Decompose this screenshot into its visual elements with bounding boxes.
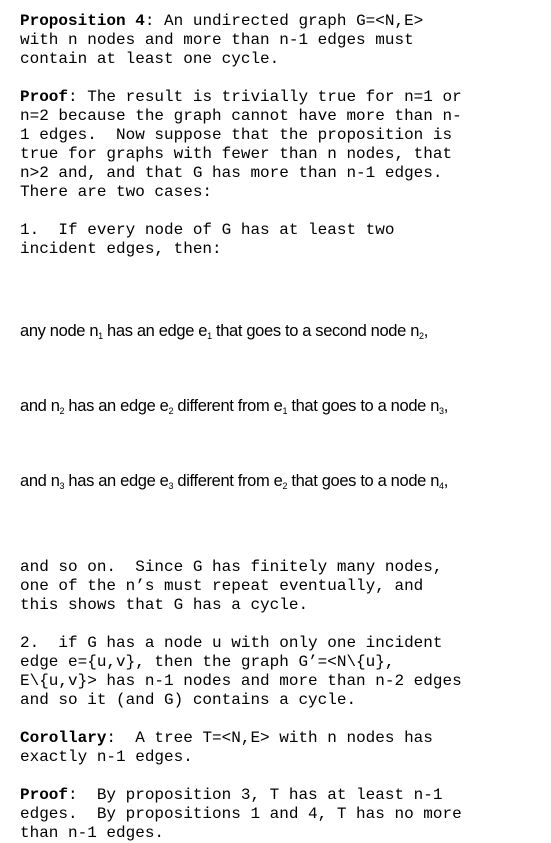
corollary-proof-line-1 — [20, 786, 535, 805]
text-line: one of the n’s must repeat eventually, and — [20, 577, 424, 595]
text: : A tree T=<N,E> with n nodes has — [106, 729, 433, 747]
proposition-4-label: Proposition 4 — [20, 12, 145, 30]
proposition-4 — [20, 12, 535, 69]
corollary-line-1 — [20, 729, 535, 748]
chain-row-1 — [20, 319, 535, 344]
corollary — [20, 729, 535, 767]
proposition-4-line-1 — [20, 12, 535, 31]
text-line: this shows that G has a cycle. — [20, 596, 309, 614]
text-line: 2. if G has a node u with only one incident — [20, 634, 443, 652]
text: that goes to a node n — [287, 397, 440, 415]
subscript: 2 — [168, 406, 174, 416]
subscript: 4 — [439, 481, 444, 491]
text-line: exactly n-1 edges. — [20, 748, 193, 766]
text-line: E\{u,v}> has n-1 nodes and more than n-2 edges — [20, 672, 462, 690]
subscript: 2 — [419, 331, 424, 341]
text-line: 1 edges. Now suppose that the proposition is — [20, 126, 453, 144]
subscript: 1 — [98, 331, 103, 341]
text: : The result is trivially true for n=1 or — [68, 88, 462, 106]
text: and n — [20, 472, 60, 490]
subscript: 1 — [282, 406, 288, 416]
text-line: and so on. Since G has finitely many nodes, — [20, 558, 443, 576]
chain-row-3 — [20, 469, 535, 494]
subscript: 1 — [207, 331, 212, 341]
text-line: edges. By propositions 1 and 4, T has no more — [20, 805, 462, 823]
text: that goes to a second node n — [211, 322, 420, 340]
text: different from e — [173, 397, 283, 415]
corollary-label: Corollary — [20, 729, 107, 747]
text: : By proposition 3, T has at least n-1 — [68, 786, 443, 804]
text: any node n — [20, 322, 99, 340]
subscript: 3 — [168, 481, 174, 491]
text-line: 1. If every node of G has at least two — [20, 221, 395, 239]
text: , — [443, 472, 448, 490]
subscript: 2 — [59, 406, 65, 416]
proof-label: Proof — [20, 786, 69, 804]
text-line: true for graphs with fewer than n nodes, that — [20, 145, 453, 163]
text: , — [443, 397, 448, 415]
text: different from e — [173, 472, 283, 490]
text: : An undirected graph G=<N,E> — [144, 12, 424, 30]
proof-paragraph — [20, 88, 535, 202]
text-line: and so it (and G) contains a cycle. — [20, 691, 357, 709]
case-1-continuation — [20, 558, 535, 615]
text-line: incident edges, then: — [20, 240, 222, 258]
node-chain — [20, 269, 535, 544]
text-line: edge e={u,v}, then the graph G’=<N\{u}, — [20, 653, 395, 671]
text-line: than n-1 edges. — [20, 824, 165, 842]
chain-row-2 — [20, 394, 535, 419]
text: has an edge e — [102, 322, 208, 340]
proof-line-1 — [20, 88, 535, 107]
text: , — [423, 322, 428, 340]
text-line: contain at least one cycle. — [20, 50, 280, 68]
subscript: 3 — [59, 481, 65, 491]
text-line: n>2 and, and that G has more than n-1 edges. — [20, 164, 443, 182]
subscript: 2 — [282, 481, 288, 491]
text: has an edge e — [64, 472, 169, 490]
case-2 — [20, 634, 535, 710]
corollary-proof — [20, 786, 535, 843]
text: and n — [20, 397, 60, 415]
text-line: with n nodes and more than n-1 edges must — [20, 31, 414, 49]
document-page — [20, 12, 535, 843]
text: that goes to a node n — [287, 472, 440, 490]
subscript: 3 — [439, 406, 444, 416]
case-1 — [20, 221, 535, 259]
text-line: n=2 because the graph cannot have more than n- — [20, 107, 462, 125]
text: has an edge e — [64, 397, 169, 415]
proof-label: Proof — [20, 88, 69, 106]
text-line: There are two cases: — [20, 183, 213, 201]
